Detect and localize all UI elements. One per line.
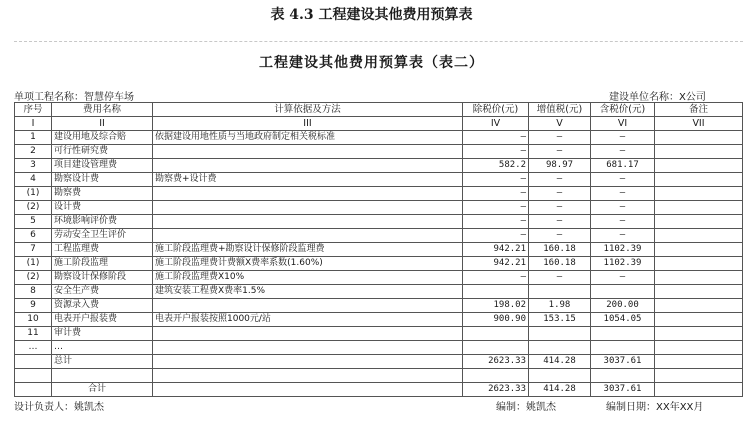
table-cell: — — [463, 187, 529, 201]
table-cell: (2) — [15, 201, 52, 215]
table-cell — [463, 285, 529, 299]
table-cell: 681.17 — [591, 159, 655, 173]
table-cell: — — [591, 201, 655, 215]
table-cell: 10 — [15, 313, 52, 327]
table-cell: 900.90 — [463, 313, 529, 327]
table-row — [15, 187, 743, 201]
table-cell — [655, 257, 743, 271]
table-row — [15, 341, 743, 355]
table-cell: 工程监理费 — [52, 243, 153, 257]
table-cell — [655, 243, 743, 257]
roman-cell: VII — [655, 117, 743, 131]
roman-cell: VI — [591, 117, 655, 131]
table-cell — [655, 355, 743, 369]
table-row — [15, 355, 743, 369]
table-cell: … — [52, 341, 153, 355]
table-cell — [655, 285, 743, 299]
table-body — [15, 103, 743, 397]
table-cell — [655, 159, 743, 173]
roman-cell: I — [15, 117, 52, 131]
table-title: 工程建设其他费用预算表（表二） — [259, 55, 484, 71]
table-cell — [15, 383, 52, 397]
table-cell — [655, 131, 743, 145]
roman-row — [15, 117, 743, 131]
table-cell: 1054.05 — [591, 313, 655, 327]
header-cell: 增值税(元) — [529, 103, 591, 117]
table-cell: 2623.33 — [463, 383, 529, 397]
table-cell: 依据建设用地性质与当地政府制定相关税标准 — [153, 131, 463, 145]
table-cell: 582.2 — [463, 159, 529, 173]
table-cell: (1) — [15, 187, 52, 201]
table-cell — [153, 355, 463, 369]
table-cell: 施工阶段监理费X10% — [153, 271, 463, 285]
table-cell — [153, 383, 463, 397]
table-cell: (2) — [15, 271, 52, 285]
table-cell: — — [463, 173, 529, 187]
table-cell: — — [529, 201, 591, 215]
table-cell — [463, 341, 529, 355]
table-cell — [153, 201, 463, 215]
table-cell: 153.15 — [529, 313, 591, 327]
table-cell — [52, 369, 153, 383]
roman-cell: II — [52, 117, 153, 131]
table-cell — [655, 369, 743, 383]
table-cell: — — [529, 173, 591, 187]
roman-cell: III — [153, 117, 463, 131]
table-cell: 总计 — [52, 355, 153, 369]
table-cell — [153, 369, 463, 383]
table-cell: — — [591, 131, 655, 145]
table-cell: — — [463, 229, 529, 243]
table-row — [15, 271, 743, 285]
table-cell: — — [529, 215, 591, 229]
table-cell — [153, 299, 463, 313]
table-cell: 勘察费+设计费 — [153, 173, 463, 187]
table-cell — [153, 229, 463, 243]
table-cell: 4 — [15, 173, 52, 187]
table-cell — [655, 327, 743, 341]
table-cell: 942.21 — [463, 257, 529, 271]
table-cell: 勘察费 — [52, 187, 153, 201]
table-cell: 2623.33 — [463, 355, 529, 369]
header-cell: 备注 — [655, 103, 743, 117]
table-cell: 2 — [15, 145, 52, 159]
table-cell: 11 — [15, 327, 52, 341]
table-cell: — — [591, 271, 655, 285]
table-row — [15, 383, 743, 397]
header-cell: 计算依据及方法 — [153, 103, 463, 117]
table-cell: 414.28 — [529, 383, 591, 397]
table-cell: 资源录入费 — [52, 299, 153, 313]
table-cell — [153, 215, 463, 229]
table-row — [15, 229, 743, 243]
table-cell — [463, 327, 529, 341]
table-cell — [153, 341, 463, 355]
table-cell: 安全生产费 — [52, 285, 153, 299]
table-cell: — — [591, 173, 655, 187]
table-cell: 施工阶段监理费+勘察设计保修阶段监理费 — [153, 243, 463, 257]
table-cell: 电表开户报装按照1000元/站 — [153, 313, 463, 327]
table-cell — [15, 355, 52, 369]
header-cell: 除税价(元) — [463, 103, 529, 117]
table-cell: 3037.61 — [591, 355, 655, 369]
table-cell — [655, 215, 743, 229]
table-cell — [153, 187, 463, 201]
table-cell: 劳动安全卫生评价 — [52, 229, 153, 243]
table-cell: 1102.39 — [591, 243, 655, 257]
table-cell: 198.02 — [463, 299, 529, 313]
table-cell: — — [529, 187, 591, 201]
table-cell: 设计费 — [52, 201, 153, 215]
table-cell — [655, 187, 743, 201]
header-cell: 费用名称 — [52, 103, 153, 117]
table-cell: … — [15, 341, 52, 355]
table-cell: 7 — [15, 243, 52, 257]
cost-table — [14, 102, 743, 397]
table-cell: 合计 — [52, 383, 153, 397]
table-cell: 勘察设计保修阶段 — [52, 271, 153, 285]
table-cell: 942.21 — [463, 243, 529, 257]
table-row — [15, 173, 743, 187]
build-unit: 建设单位名称：X公司 — [609, 92, 706, 103]
table-cell: 可行性研究费 — [52, 145, 153, 159]
header-cell: 含税价(元) — [591, 103, 655, 117]
table-cell — [529, 285, 591, 299]
roman-cell: IV — [463, 117, 529, 131]
table-row — [15, 243, 743, 257]
table-row — [15, 201, 743, 215]
table-cell: 建筑安装工程费X费率1.5% — [153, 285, 463, 299]
table-row — [15, 145, 743, 159]
table-cell: 160.18 — [529, 257, 591, 271]
table-cell: 9 — [15, 299, 52, 313]
designer-label: 设计负责人：姚凯杰 — [14, 402, 104, 413]
table-cell — [655, 145, 743, 159]
editor-label: 编制：姚凯杰 — [496, 402, 556, 413]
table-cell: — — [591, 215, 655, 229]
table-cell: — — [529, 131, 591, 145]
table-row — [15, 131, 743, 145]
table-cell: (1) — [15, 257, 52, 271]
table-cell: 审计费 — [52, 327, 153, 341]
table-cell: 1.98 — [529, 299, 591, 313]
table-cell — [655, 173, 743, 187]
table-cell: — — [591, 229, 655, 243]
table-row — [15, 299, 743, 313]
table-row — [15, 313, 743, 327]
table-cell — [153, 159, 463, 173]
table-row — [15, 159, 743, 173]
table-cell — [655, 313, 743, 327]
table-cell: 414.28 — [529, 355, 591, 369]
table-cell: 施工阶段监理费计费额X费率系数(1.60%) — [153, 257, 463, 271]
table-cell — [591, 285, 655, 299]
table-cell: 6 — [15, 229, 52, 243]
project-name: 单项工程名称：智慧停车场 — [14, 92, 134, 103]
table-row — [15, 285, 743, 299]
header-row — [15, 103, 743, 117]
table-cell: 3037.61 — [591, 383, 655, 397]
table-cell: 勘察设计费 — [52, 173, 153, 187]
table-cell: — — [463, 215, 529, 229]
roman-cell: V — [529, 117, 591, 131]
header-cell: 序号 — [15, 103, 52, 117]
table-cell — [463, 369, 529, 383]
table-cell: — — [529, 271, 591, 285]
table-cell: 环境影响评价费 — [52, 215, 153, 229]
table-cell: 5 — [15, 215, 52, 229]
table-cell: — — [591, 187, 655, 201]
table-cell: 200.00 — [591, 299, 655, 313]
caption: 表 4.3 工程建设其他费用预算表 — [270, 7, 473, 23]
table-cell — [153, 145, 463, 159]
table-cell: 项目建设管理费 — [52, 159, 153, 173]
table-cell — [591, 369, 655, 383]
table-row — [15, 257, 743, 271]
table-cell — [529, 369, 591, 383]
table-cell: 98.97 — [529, 159, 591, 173]
table-cell: 建设用地及综合赔 — [52, 131, 153, 145]
table-row — [15, 327, 743, 341]
table-cell — [15, 369, 52, 383]
table-cell — [591, 341, 655, 355]
table-cell: — — [463, 201, 529, 215]
table-cell: — — [463, 271, 529, 285]
table-cell: — — [463, 131, 529, 145]
table-cell — [655, 383, 743, 397]
date-label: 编制日期：XX年XX月 — [606, 402, 704, 413]
table-cell: — — [591, 145, 655, 159]
table-row — [15, 215, 743, 229]
table-cell — [529, 341, 591, 355]
table-cell: 施工阶段监理 — [52, 257, 153, 271]
table-cell: — — [529, 145, 591, 159]
table-cell — [529, 327, 591, 341]
table-cell — [655, 201, 743, 215]
table-cell: 3 — [15, 159, 52, 173]
table-cell — [655, 299, 743, 313]
table-cell — [655, 229, 743, 243]
table-cell — [655, 271, 743, 285]
table-cell: 8 — [15, 285, 52, 299]
table-cell: 电表开户报装费 — [52, 313, 153, 327]
table-row — [15, 369, 743, 383]
table-cell: 160.18 — [529, 243, 591, 257]
table-cell: — — [463, 145, 529, 159]
table-cell — [655, 341, 743, 355]
table-cell: 1 — [15, 131, 52, 145]
table-cell — [591, 327, 655, 341]
table-cell: 1102.39 — [591, 257, 655, 271]
table-cell: — — [529, 229, 591, 243]
table-cell — [153, 327, 463, 341]
